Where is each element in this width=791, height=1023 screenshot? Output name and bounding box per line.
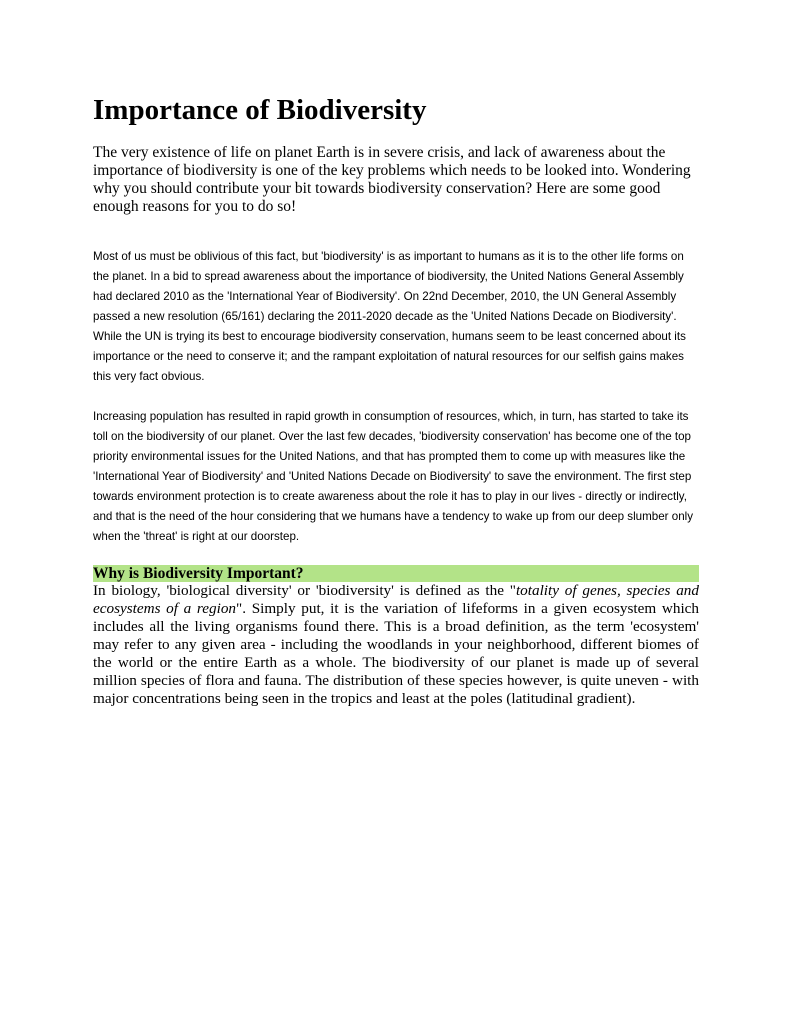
section-text-after: ". Simply put, it is the variation of lifeforms in a given ecosystem which includes all the living organisms found there. This is a broad definition, as the term 'ecosystem' may refer to any given area - including the woodlands in your neighborhood, different biomes of the world or the entire Earth as a whole. The biodiversity of our planet is made up of several million species of flora and fauna. The distribution of these species however, is quite uneven - with major concentrations being seen in the tropics and least at the poles (latitudinal gradient). (93, 600, 700, 707)
section-text-italic: totality of genes, species and ecosystems of a region (93, 582, 699, 617)
section-paragraph (93, 582, 699, 708)
document-title: Importance of Biodiversity (93, 94, 427, 126)
body-paragraph-1: Most of us must be oblivious of this fact, but 'biodiversity' is as important to humans as it is to the other life forms on the planet. In a bid to spread awareness about the importance of biodiversity, the United Nations General Assembly had declared 2010 as the 'International Year of Biodiversity'. On 22nd December, 2010, the UN General Assembly passed a new resolution (65/161) declaring the 2011-2020 decade as the 'United Nations Decade on Biodiversity'. While the UN is trying its best to encourage biodiversity conservation, humans seem to be least concerned about its importance or the need to conserve it; and the rampant exploitation of natural resources for our selfish gains makes this very fact obvious. (93, 250, 686, 383)
section-heading: Why is Biodiversity Important? (93, 565, 699, 582)
document-page (93, 92, 699, 708)
section-text-before: In biology, 'biological diversity' or 'biodiversity' is defined as the " (93, 582, 516, 599)
intro-paragraph: The very existence of life on planet Earth is in severe crisis, and lack of awareness about the importance of biodiversity is one of the key problems which needs to be looked into. Wondering why you should contribute your bit towards biodiversity conservation? Here are some good enough reasons for you to do so! (93, 144, 691, 215)
body-paragraph-2: Increasing population has resulted in rapid growth in consumption of resources, which, in turn, has started to take its toll on the biodiversity of our planet. Over the last few decades, 'biodiversity conservation' has become one of the top priority environmental issues for the United Nations, and that has prompted them to come up with measures like the 'International Year of Biodiversity' and 'United Nations Decade on Biodiversity' to save the environment. The first step towards environment protection is to create awareness about the role it has to play in our lives - directly or indirectly, and that is the need of the hour considering that we humans have a tendency to wake up from our deep slumber only when the 'threat' is right at our doorstep. (93, 410, 694, 543)
